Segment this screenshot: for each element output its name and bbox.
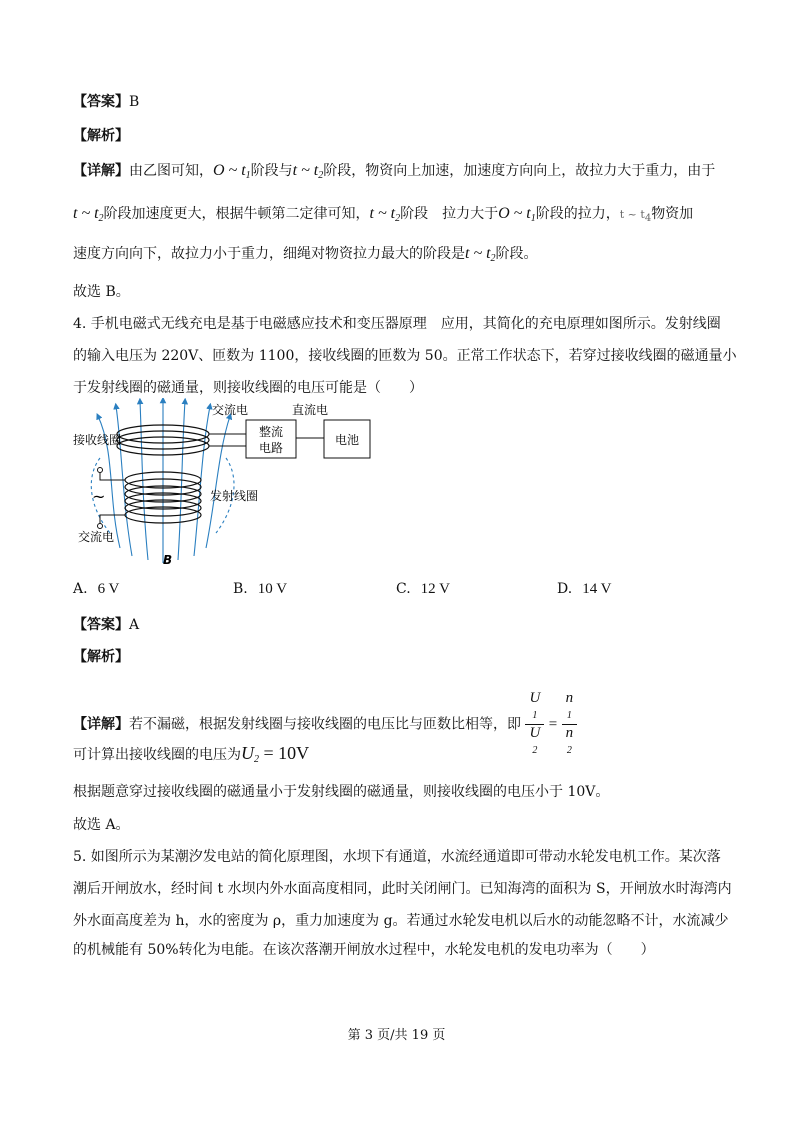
q4-stem-3: 于发射线圈的磁通量，则接收线圈的电压可能是（ ） [73,380,423,396]
option-value: 12 V [420,581,450,597]
subscript: 1 [566,710,572,721]
equals-sign: = [548,716,558,733]
page-footer: 第 3 页/共 19 页 [347,1028,446,1043]
battery-label: 电池 [334,433,360,447]
text: 速度方向向下，故拉力小于重力，细绳对物资拉力最大的阶段是 [73,246,465,262]
n-symbol: n [565,690,574,706]
subscript: 2 [566,745,572,756]
ac-bottom-label: 交流电 [78,530,115,544]
wireless-charging-figure [70,398,380,570]
math: t ~ t [465,245,491,262]
text: 阶段 拉力大于 [400,206,499,222]
math: U [241,743,254,763]
subscript: 1 [532,710,538,721]
option-value: 10 V [257,581,288,597]
subscript: 2 [254,754,259,765]
q4-analysis-tag: 【解析】 [73,649,129,665]
q3-conclusion: 故选 B。 [73,284,130,300]
subscript: 2 [318,170,324,181]
subscript: 4 [644,213,652,224]
text: 由乙图可知， [129,163,213,179]
option-letter: B. [233,581,248,597]
answer-tag: 【答案】 [73,617,129,633]
math-value: = 10V [259,743,310,763]
option-a[interactable] [73,579,119,599]
q4-reason: 根据题意穿过接收线圈的磁通量小于发射线圈的磁通量，则接收线圈的电压小于 10V。 [73,784,610,800]
b-field-label: B [163,553,173,567]
receiver-coil-label: 接收线圈 [73,433,122,447]
text: 物资加 [651,206,694,222]
detail-tag: 【详解】 [73,163,129,179]
q3-detail-line-2 [73,204,693,229]
q3-detail-line-1 [73,161,715,186]
q5-line-2: 潮后开闸放水，经时间 t 水坝内外水面高度相同，此时关闭闸门。已知海湾的面积为 S，开闸放水时海湾内 [73,881,732,897]
ac-source-symbol: ~ [92,487,106,506]
q4-conclusion: 故选 A。 [73,817,130,833]
ac-top-label: 交流电 [212,403,249,417]
option-d[interactable] [557,579,612,599]
math-range [73,205,104,222]
dc-top-label: 直流电 [292,403,329,417]
option-c[interactable] [396,579,450,599]
math: t ~ t [292,162,319,179]
math-range [293,162,324,179]
text: 阶段，物资向上加速，加速度方向向上，故拉力大于重力，由于 [323,163,716,179]
q3-detail-line-3 [73,244,538,269]
terminal-top [98,468,103,473]
q5-line-4: 的机械能有 50%转化为电能。在该次落潮开闸放水过程中，水轮发电机的发电功率为（ ） [73,942,655,958]
subscript: 2 [98,213,104,224]
subscript: 2 [532,745,538,756]
q4-stem-1: 4. 手机电磁式无线充电是基于电磁感应技术和变压器原理 应用，其简化的充电原理如图所示。发射线圈 [73,316,721,332]
subscript: 2 [490,253,496,264]
answer-value: B [129,94,140,110]
answer-value: A [129,617,140,633]
option-letter: C. [396,581,411,597]
option-value: 14 V [582,581,612,597]
text: 阶段加速度更大，根据牛顿第二定律可知， [103,206,370,222]
option-value: 6 V [97,581,120,597]
q4-calc-line [73,743,309,770]
turns-ratio-fraction [562,690,578,759]
n-symbol: n [565,725,574,741]
subscript: 2 [395,213,401,224]
option-letter: A. [73,581,88,597]
math: t ~ t [73,205,99,222]
rectifier-label-1: 整流 [258,425,284,439]
math-range-small [619,208,652,224]
subscript: 1 [530,213,536,224]
u-symbol: U [529,725,541,741]
math-range [213,162,251,179]
subscript: 1 [245,170,251,181]
answer-tag: 【答案】 [73,94,129,110]
q5-line-3: 外水面高度差为 h，水的密度为 ρ，重力加速度为 g。若通过水轮发电机以后水的动能忽略不计，水流减少 [73,913,729,929]
q3-answer-line [73,92,139,112]
terminal-bottom [98,524,103,529]
q4-answer-line [73,615,139,635]
text: 可计算出接收线圈的电压为 [73,747,241,763]
text: 阶段的拉力， [535,206,620,222]
q4-stem-2: 的输入电压为 220V、匝数为 1100，接收线圈的匝数为 50。正常工作状态下，若穿过接收线圈的磁通量小 [73,348,737,364]
text: 若不漏磁，根据发射线圈与接收线圈的电压比与匝数比相等，即 [129,716,521,733]
math-range [465,245,496,262]
option-letter: D. [557,581,573,597]
math: t ~ t [619,208,645,221]
math: O ~ t [213,162,246,179]
math: O ~ t [498,205,531,222]
text: 阶段与 [250,163,293,179]
u-symbol: U [529,690,541,706]
option-b[interactable] [233,579,287,599]
math-range [370,205,401,222]
math: t ~ t [369,205,396,222]
rectifier-label-2: 电路 [258,441,284,455]
q5-line-1: 5. 如图所示为某潮汐发电站的简化原理图，水坝下有通道，水流经通道即可带动水轮发电机工作。某次落 [73,849,721,865]
detail-tag: 【详解】 [73,716,129,733]
voltage-ratio-fraction [525,690,544,759]
math-range [498,205,536,222]
q3-analysis-tag: 【解析】 [73,128,129,144]
transmitter-coil-label: 发射线圈 [210,489,259,503]
text: 阶段。 [495,246,538,262]
